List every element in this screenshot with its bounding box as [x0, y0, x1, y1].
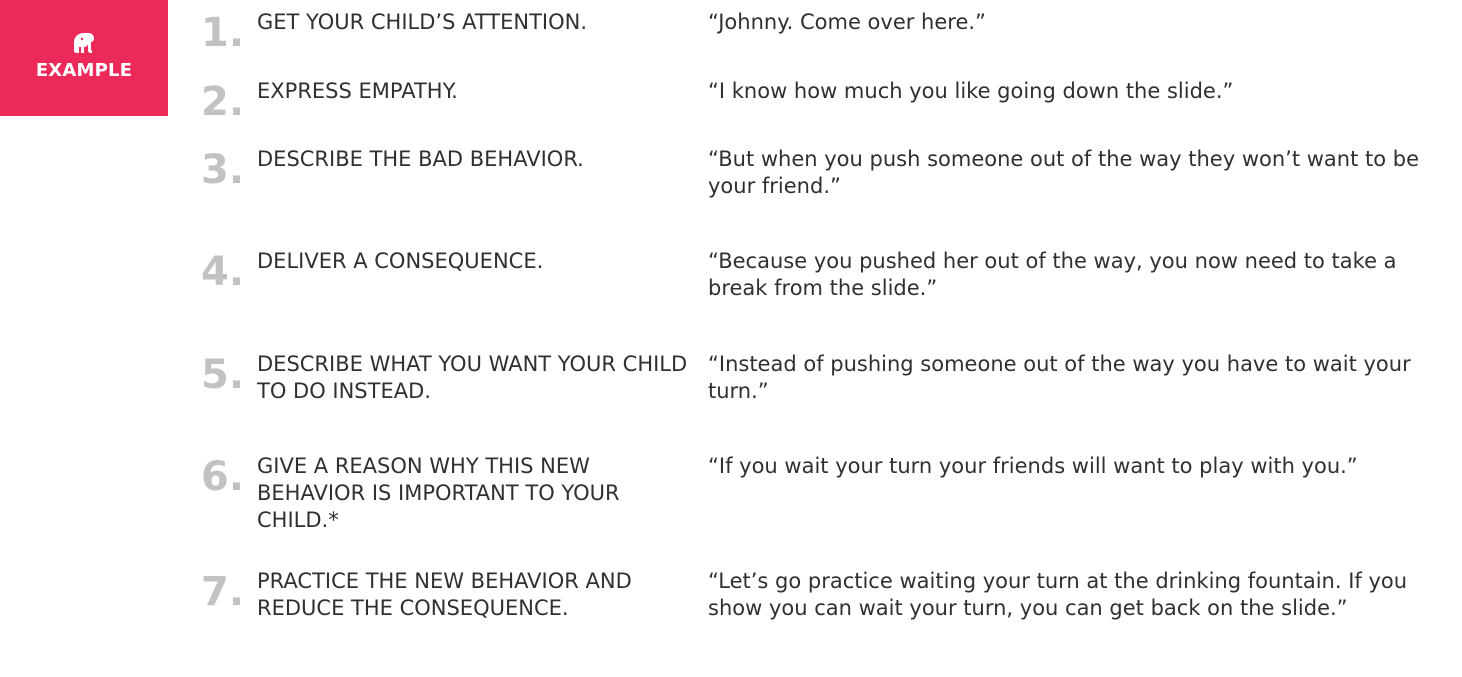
badge-label: EXAMPLE — [35, 59, 133, 81]
step-quote: “Let’s go practice waiting your turn at the drinking fountain. If you show you can wait your turn, you can get back on the slide.” — [708, 569, 1408, 620]
step-number: 1. — [201, 10, 245, 56]
step-number: 7. — [201, 569, 245, 615]
step-title: GIVE A REASON WHY THIS NEW BEHAVIOR IS IMPORTANT TO YOUR CHILD.* — [257, 454, 620, 532]
step-quote: “Instead of pushing someone out of the way you have to wait your turn.” — [708, 352, 1411, 403]
step-title: GET YOUR CHILD’S ATTENTION. — [257, 10, 588, 34]
step-number: 2. — [201, 79, 245, 125]
step-quote: “If you wait your turn your friends will want to play with you.” — [708, 454, 1358, 478]
step-title: DESCRIBE THE BAD BEHAVIOR. — [257, 147, 584, 171]
step-title: DESCRIBE WHAT YOU WANT YOUR CHILD TO DO INSTEAD. — [257, 352, 688, 403]
step-title: PRACTICE THE NEW BEHAVIOR AND REDUCE THE CONSEQUENCE. — [257, 569, 632, 620]
step-quote: “Johnny. Come over here.” — [708, 10, 986, 34]
step-number: 4. — [201, 249, 245, 295]
step-title: EXPRESS EMPATHY. — [257, 79, 458, 103]
step-number: 6. — [201, 454, 245, 500]
step-quote: “Because you pushed her out of the way, you now need to take a break from the slide.” — [708, 249, 1397, 300]
step-quote: “But when you push someone out of the way they won’t want to be your friend.” — [708, 147, 1420, 198]
step-number: 5. — [201, 352, 245, 398]
step-quote: “I know how much you like going down the slide.” — [708, 79, 1234, 103]
example-badge — [0, 0, 168, 116]
step-number: 3. — [201, 147, 245, 193]
elephant-icon — [72, 32, 96, 54]
step-title: DELIVER A CONSEQUENCE. — [257, 249, 544, 273]
